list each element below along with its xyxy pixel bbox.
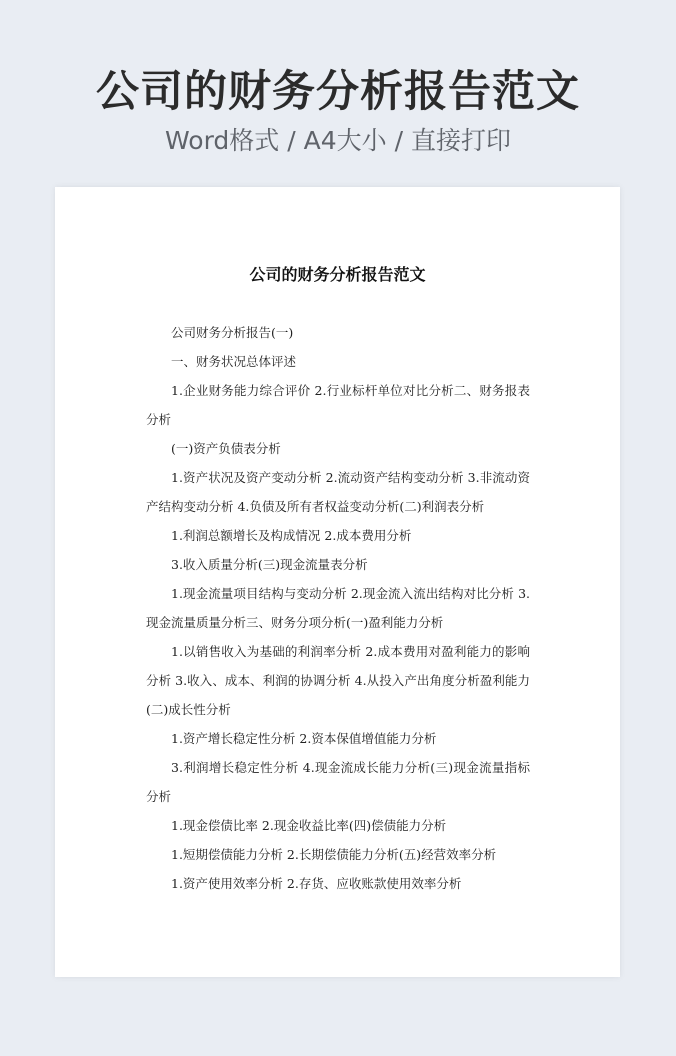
paragraph: 1.资产增长稳定性分析 2.资本保值增值能力分析 <box>171 731 437 746</box>
paragraph: 公司财务分析报告(一) <box>171 325 294 340</box>
header-banner <box>0 62 676 158</box>
paragraph: 一、财务状况总体评述 <box>171 354 297 369</box>
paragraph: 1.现金流量项目结构与变动分析 2.现金流入流出结构对比分析 3.现金流量质量分析三、财务分项分析(一)盈利能力分析 <box>146 586 530 630</box>
document-page <box>55 187 620 977</box>
paragraph: 1.利润总额增长及构成情况 2.成本费用分析 <box>171 528 412 543</box>
paragraph: 3.收入质量分析(三)现金流量表分析 <box>171 557 368 572</box>
document-body <box>146 318 530 898</box>
paragraph: 1.短期偿债能力分析 2.长期偿债能力分析(五)经营效率分析 <box>171 847 497 862</box>
paragraph: 1.资产使用效率分析 2.存货、应收账款使用效率分析 <box>171 876 462 891</box>
paragraph: 3.利润增长稳定性分析 4.现金流成长能力分析(三)现金流量指标分析 <box>146 760 530 804</box>
paragraph: (一)资产负债表分析 <box>171 441 281 456</box>
document-title: 公司的财务分析报告范文 <box>249 265 426 284</box>
banner-subtitle: Word格式 / A4大小 / 直接打印 <box>165 126 511 155</box>
paragraph: 1.现金偿债比率 2.现金收益比率(四)偿债能力分析 <box>171 818 447 833</box>
banner-title: 公司的财务分析报告范文 <box>96 67 580 117</box>
paragraph: 1.以销售收入为基础的利润率分析 2.成本费用对盈利能力的影响分析 3.收入、成本、利润的协调分析 4.从投入产出角度分析盈利能力(二)成长性分析 <box>146 644 530 717</box>
paragraph: 1.企业财务能力综合评价 2.行业标杆单位对比分析二、财务报表分析 <box>146 383 530 427</box>
paragraph: 1.资产状况及资产变动分析 2.流动资产结构变动分析 3.非流动资产结构变动分析 4.负债及所有者权益变动分析(二)利润表分析 <box>146 470 530 514</box>
